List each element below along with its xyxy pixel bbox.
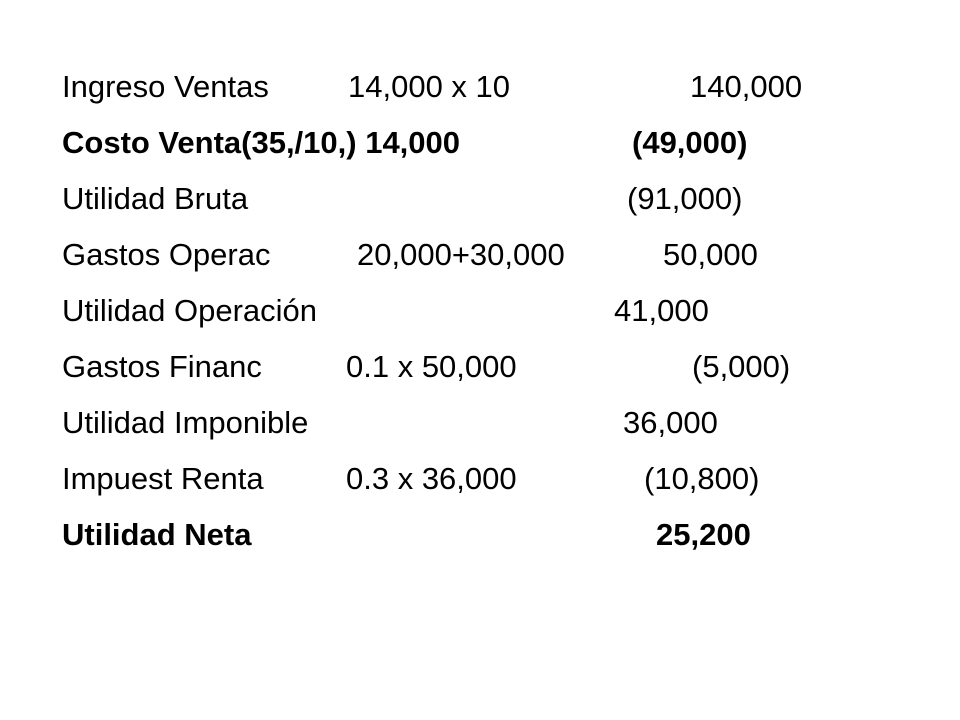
row-amount: (49,000) (632, 125, 748, 160)
row-utilidad-neta (0, 508, 960, 562)
row-amount: 41,000 (614, 293, 709, 328)
row-amount: 140,000 (690, 69, 803, 104)
row-amount: 25,200 (656, 517, 751, 552)
row-ingreso-ventas (0, 60, 960, 114)
row-label: Utilidad Imponible (62, 405, 309, 440)
row-calc: 0.3 x 36,000 (346, 461, 517, 496)
row-utilidad-operacion (0, 284, 960, 338)
row-label: Impuest Renta (62, 461, 264, 496)
row-impuest-renta (0, 452, 960, 506)
row-label: Costo Venta(35,/10,) 14,000 (62, 125, 461, 160)
row-label: Gastos Financ (62, 349, 262, 384)
row-gastos-operac (0, 228, 960, 282)
row-amount: 36,000 (623, 405, 718, 440)
row-amount: (5,000) (692, 349, 791, 384)
row-label: Ingreso Ventas (62, 69, 269, 104)
row-amount: (10,800) (644, 461, 760, 496)
row-label: Utilidad Neta (62, 517, 252, 552)
row-label: Utilidad Operación (62, 293, 318, 328)
row-calc: 0.1 x 50,000 (346, 349, 517, 384)
row-calc: 20,000+30,000 (357, 237, 565, 272)
row-gastos-financ (0, 340, 960, 394)
row-amount: 50,000 (663, 237, 758, 272)
row-calc: 14,000 x 10 (348, 69, 511, 104)
row-amount: (91,000) (627, 181, 743, 216)
row-label: Utilidad Bruta (62, 181, 249, 216)
row-label: Gastos Operac (62, 237, 271, 272)
row-costo-venta (0, 116, 960, 170)
row-utilidad-bruta (0, 172, 960, 226)
row-utilidad-imponible (0, 396, 960, 450)
